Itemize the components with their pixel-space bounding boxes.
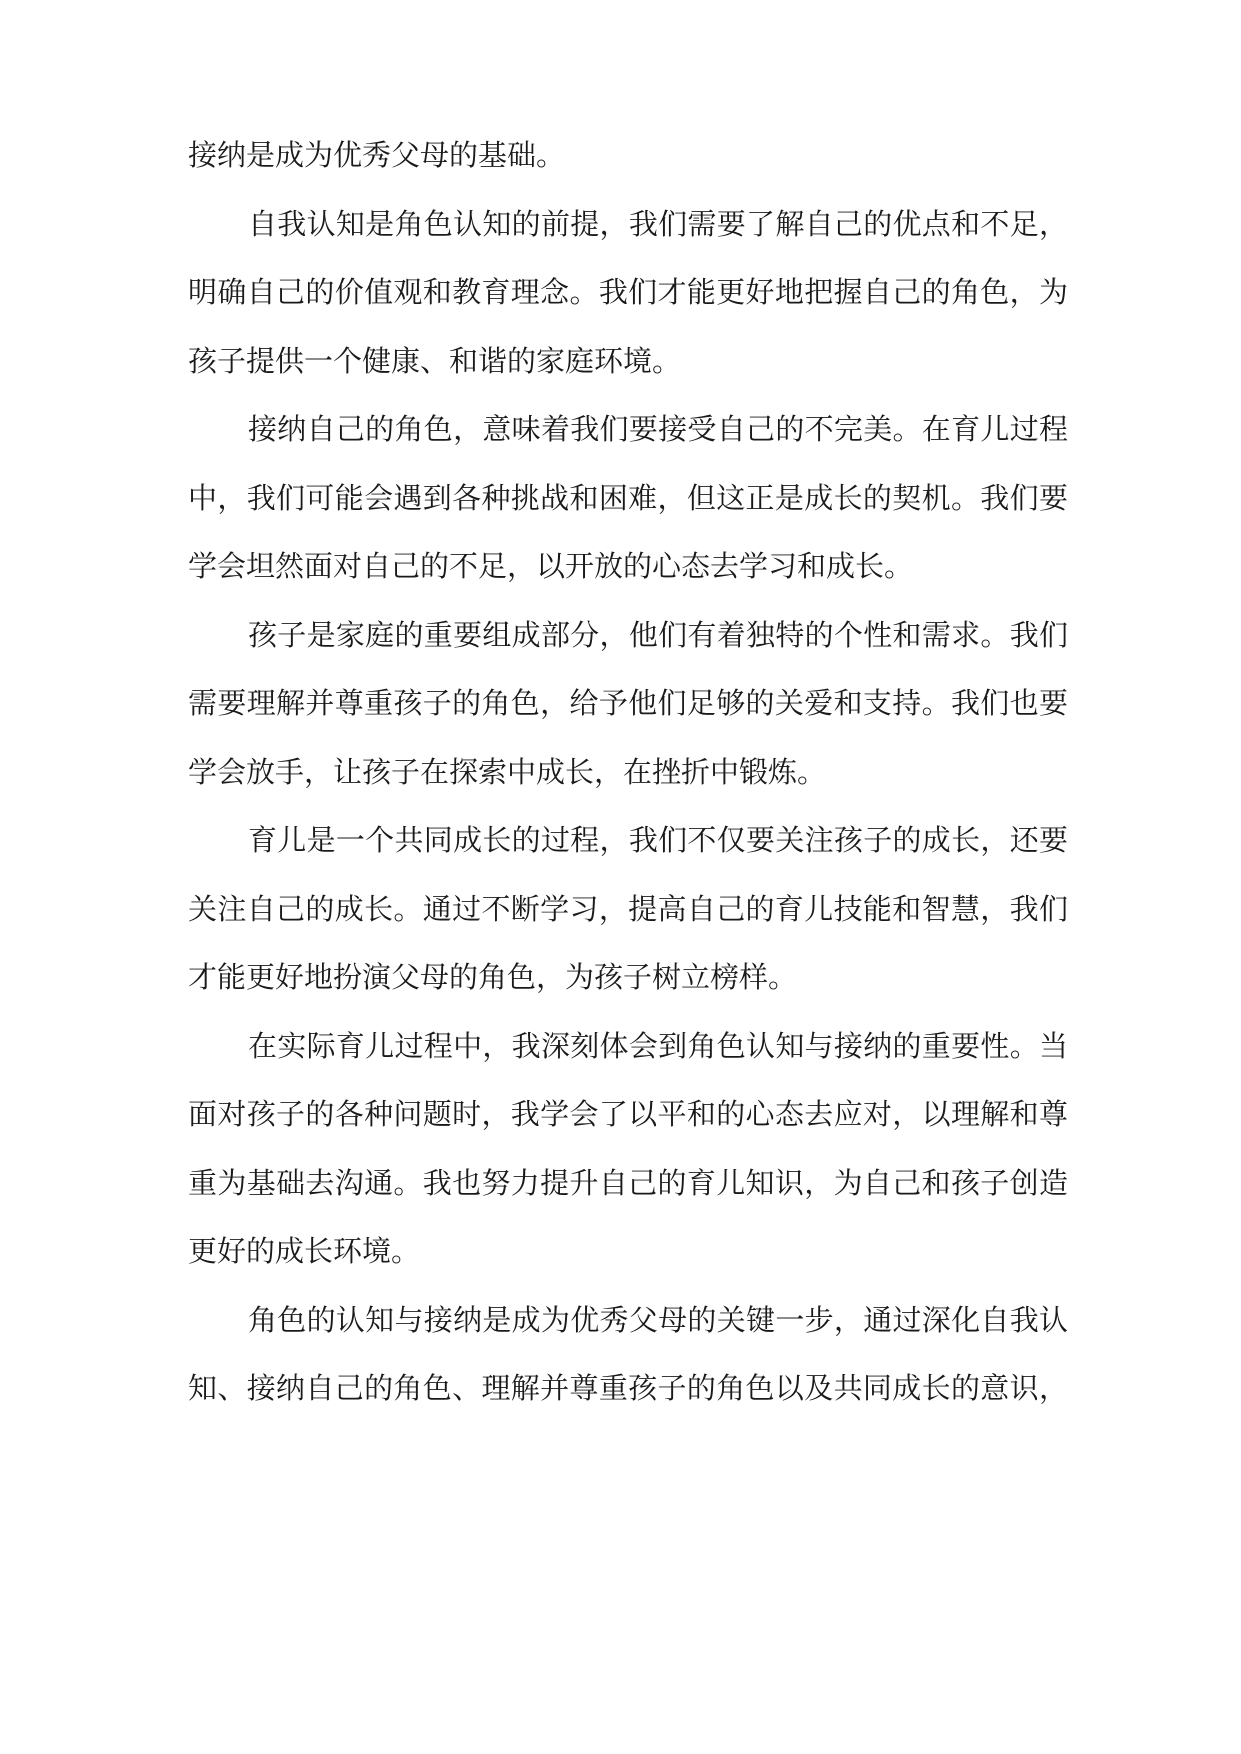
text-line: 才能更好地扮演父母的角色，为孩子树立榜样。 <box>188 960 798 994</box>
text-line: 更好的成长环境。 <box>188 1234 421 1268</box>
text-line: 明确自己的价值观和教育理念。我们才能更好地把握自己的角色，为 <box>188 275 1068 309</box>
text-line: 需要理解并尊重孩子的角色，给予他们足够的关爱和支持。我们也要 <box>188 686 1068 720</box>
text-line: 中，我们可能会遇到各种挑战和困难，但这正是成长的契机。我们要 <box>188 481 1068 515</box>
text-line: 面对孩子的各种问题时，我学会了以平和的心态去应对，以理解和尊 <box>188 1097 1068 1131</box>
text-line: 学会坦然面对自己的不足，以开放的心态去学习和成长。 <box>188 549 914 583</box>
paragraph-first-line: 育儿是一个共同成长的过程，我们不仅要关注孩子的成长，还要 <box>248 823 1068 857</box>
text-line: 学会放手，让孩子在探索中成长，在挫折中锻炼。 <box>188 755 827 789</box>
text-line: 接纳是成为优秀父母的基础。 <box>188 138 566 172</box>
text-line: 知、接纳自己的角色、理解并尊重孩子的角色以及共同成长的意识， <box>188 1371 1068 1405</box>
text-line: 孩子提供一个健康、和谐的家庭环境。 <box>188 344 682 378</box>
paragraph-first-line: 在实际育儿过程中，我深刻体会到角色认知与接纳的重要性。当 <box>248 1029 1068 1063</box>
paragraph-first-line: 孩子是家庭的重要组成部分，他们有着独特的个性和需求。我们 <box>248 618 1068 652</box>
paragraph-first-line: 角色的认知与接纳是成为优秀父母的关键一步，通过深化自我认 <box>248 1303 1068 1337</box>
paragraph-first-line: 接纳自己的角色，意味着我们要接受自己的不完美。在育儿过程 <box>248 412 1068 446</box>
text-line: 关注自己的成长。通过不断学习，提高自己的育儿技能和智慧，我们 <box>188 892 1068 926</box>
text-line: 重为基础去沟通。我也努力提升自己的育儿知识，为自己和孩子创造 <box>188 1166 1068 1200</box>
paragraph-first-line: 自我认知是角色认知的前提，我们需要了解自己的优点和不足， <box>248 207 1068 241</box>
